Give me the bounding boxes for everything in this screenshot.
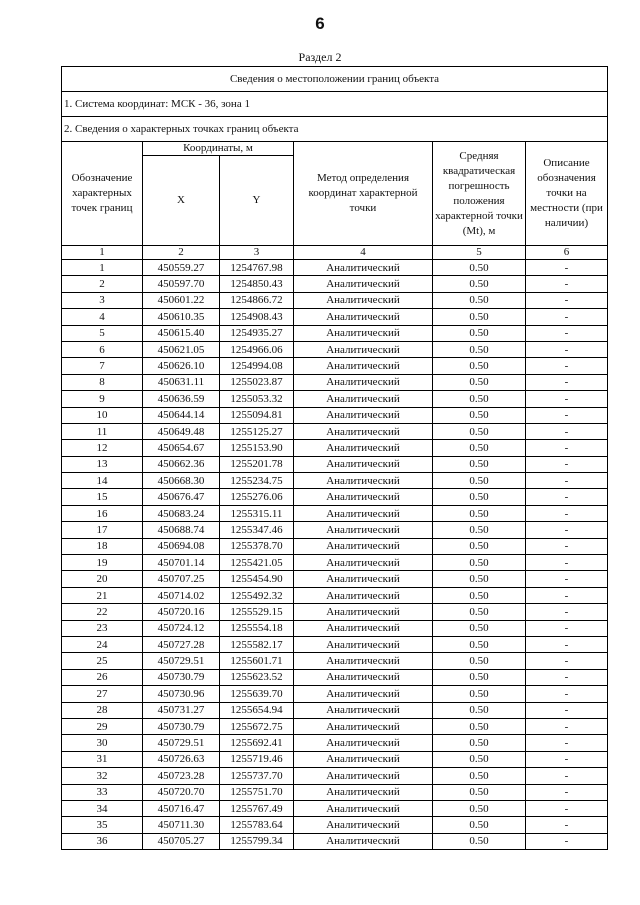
- error-cell: 0.50: [433, 456, 526, 472]
- method-cell: Аналитический: [294, 800, 433, 816]
- method-cell: Аналитический: [294, 735, 433, 751]
- point-number-cell: 24: [62, 636, 143, 652]
- x-coordinate-cell: 450729.51: [143, 735, 220, 751]
- description-cell: -: [526, 407, 608, 423]
- y-coordinate-cell: 1255623.52: [220, 669, 294, 685]
- table-row: [62, 653, 608, 669]
- method-cell: Аналитический: [294, 768, 433, 784]
- point-number-cell: 2: [62, 276, 143, 292]
- table-row: [62, 309, 608, 325]
- error-cell: 0.50: [433, 374, 526, 390]
- y-coordinate-cell: 1255783.64: [220, 817, 294, 833]
- error-cell: 0.50: [433, 784, 526, 800]
- error-cell: 0.50: [433, 800, 526, 816]
- point-number-cell: 25: [62, 653, 143, 669]
- description-cell: -: [526, 669, 608, 685]
- y-coordinate-cell: 1255378.70: [220, 538, 294, 554]
- method-cell: Аналитический: [294, 423, 433, 439]
- description-cell: -: [526, 686, 608, 702]
- point-number-cell: 13: [62, 456, 143, 472]
- x-coordinate-cell: 450707.25: [143, 571, 220, 587]
- x-coordinate-cell: 450705.27: [143, 833, 220, 849]
- x-coordinate-cell: 450683.24: [143, 505, 220, 521]
- description-cell: -: [526, 636, 608, 652]
- method-cell: Аналитический: [294, 620, 433, 636]
- y-coordinate-cell: 1255692.41: [220, 735, 294, 751]
- x-coordinate-cell: 450711.30: [143, 817, 220, 833]
- description-cell: -: [526, 718, 608, 734]
- description-cell: -: [526, 473, 608, 489]
- y-coordinate-cell: 1255053.32: [220, 391, 294, 407]
- method-cell: Аналитический: [294, 260, 433, 276]
- header-method: Метод определения координат характерной точки: [294, 142, 433, 246]
- y-coordinate-cell: 1254767.98: [220, 260, 294, 276]
- table-row: [62, 260, 608, 276]
- point-number-cell: 35: [62, 817, 143, 833]
- error-cell: 0.50: [433, 604, 526, 620]
- error-cell: 0.50: [433, 473, 526, 489]
- point-number-cell: 11: [62, 423, 143, 439]
- table-title: Сведения о местоположении границ объекта: [62, 67, 608, 92]
- table-row: [62, 423, 608, 439]
- point-number-cell: 8: [62, 374, 143, 390]
- table-row: [62, 374, 608, 390]
- x-coordinate-cell: 450649.48: [143, 423, 220, 439]
- table-row: [62, 587, 608, 603]
- error-cell: 0.50: [433, 751, 526, 767]
- table-row: [62, 522, 608, 538]
- error-cell: 0.50: [433, 538, 526, 554]
- header-description: Описание обозначения точки на местности (при наличии): [526, 142, 608, 246]
- error-cell: 0.50: [433, 620, 526, 636]
- x-coordinate-cell: 450559.27: [143, 260, 220, 276]
- table-row: [62, 505, 608, 521]
- description-cell: -: [526, 653, 608, 669]
- y-coordinate-cell: 1255767.49: [220, 800, 294, 816]
- description-cell: -: [526, 620, 608, 636]
- x-coordinate-cell: 450636.59: [143, 391, 220, 407]
- point-number-cell: 34: [62, 800, 143, 816]
- x-coordinate-cell: 450729.51: [143, 653, 220, 669]
- error-cell: 0.50: [433, 325, 526, 341]
- description-cell: -: [526, 358, 608, 374]
- point-number-cell: 27: [62, 686, 143, 702]
- point-number-cell: 12: [62, 440, 143, 456]
- method-cell: Аналитический: [294, 456, 433, 472]
- column-number: 2: [143, 246, 220, 260]
- table-body: [62, 260, 608, 850]
- header-y: Y: [220, 156, 294, 246]
- column-number: 4: [294, 246, 433, 260]
- table-row: [62, 571, 608, 587]
- x-coordinate-cell: 450720.16: [143, 604, 220, 620]
- column-number: 3: [220, 246, 294, 260]
- error-cell: 0.50: [433, 735, 526, 751]
- x-coordinate-cell: 450597.70: [143, 276, 220, 292]
- x-coordinate-cell: 450610.35: [143, 309, 220, 325]
- y-coordinate-cell: 1255582.17: [220, 636, 294, 652]
- y-coordinate-cell: 1255315.11: [220, 505, 294, 521]
- error-cell: 0.50: [433, 686, 526, 702]
- point-number-cell: 5: [62, 325, 143, 341]
- error-cell: 0.50: [433, 423, 526, 439]
- error-cell: 0.50: [433, 407, 526, 423]
- error-cell: 0.50: [433, 391, 526, 407]
- method-cell: Аналитический: [294, 407, 433, 423]
- header-coordinates: Координаты, м: [143, 142, 294, 156]
- x-coordinate-cell: 450662.36: [143, 456, 220, 472]
- description-cell: -: [526, 391, 608, 407]
- y-coordinate-cell: 1255234.75: [220, 473, 294, 489]
- description-cell: -: [526, 800, 608, 816]
- table-row: [62, 784, 608, 800]
- y-coordinate-cell: 1255654.94: [220, 702, 294, 718]
- table-row: [62, 833, 608, 849]
- method-cell: Аналитический: [294, 669, 433, 685]
- method-cell: Аналитический: [294, 358, 433, 374]
- description-cell: -: [526, 587, 608, 603]
- table-row: [62, 276, 608, 292]
- y-coordinate-cell: 1255554.18: [220, 620, 294, 636]
- point-number-cell: 10: [62, 407, 143, 423]
- method-cell: Аналитический: [294, 636, 433, 652]
- method-cell: Аналитический: [294, 538, 433, 554]
- x-coordinate-cell: 450730.96: [143, 686, 220, 702]
- error-cell: 0.50: [433, 505, 526, 521]
- y-coordinate-cell: 1255276.06: [220, 489, 294, 505]
- x-coordinate-cell: 450701.14: [143, 555, 220, 571]
- error-cell: 0.50: [433, 440, 526, 456]
- point-number-cell: 4: [62, 309, 143, 325]
- y-coordinate-cell: 1254994.08: [220, 358, 294, 374]
- description-cell: -: [526, 751, 608, 767]
- point-number-cell: 30: [62, 735, 143, 751]
- x-coordinate-cell: 450694.08: [143, 538, 220, 554]
- method-cell: Аналитический: [294, 489, 433, 505]
- table-row: [62, 555, 608, 571]
- method-cell: Аналитический: [294, 587, 433, 603]
- x-coordinate-cell: 450601.22: [143, 292, 220, 308]
- description-cell: -: [526, 309, 608, 325]
- x-coordinate-cell: 450714.02: [143, 587, 220, 603]
- table-row: [62, 620, 608, 636]
- y-coordinate-cell: 1255639.70: [220, 686, 294, 702]
- error-cell: 0.50: [433, 358, 526, 374]
- error-cell: 0.50: [433, 276, 526, 292]
- description-cell: -: [526, 292, 608, 308]
- point-number-cell: 32: [62, 768, 143, 784]
- point-number-cell: 9: [62, 391, 143, 407]
- y-coordinate-cell: 1255529.15: [220, 604, 294, 620]
- method-cell: Аналитический: [294, 604, 433, 620]
- table-row: [62, 292, 608, 308]
- method-cell: Аналитический: [294, 817, 433, 833]
- y-coordinate-cell: 1255421.05: [220, 555, 294, 571]
- point-number-cell: 23: [62, 620, 143, 636]
- column-number: 6: [526, 246, 608, 260]
- x-coordinate-cell: 450688.74: [143, 522, 220, 538]
- table-row: [62, 456, 608, 472]
- table-row: [62, 473, 608, 489]
- description-cell: -: [526, 555, 608, 571]
- error-cell: 0.50: [433, 636, 526, 652]
- point-number-cell: 28: [62, 702, 143, 718]
- section-label: Раздел 2: [298, 50, 342, 64]
- error-cell: 0.50: [433, 260, 526, 276]
- point-number-cell: 19: [62, 555, 143, 571]
- point-number-cell: 16: [62, 505, 143, 521]
- point-number-cell: 14: [62, 473, 143, 489]
- description-cell: -: [526, 260, 608, 276]
- x-coordinate-cell: 450716.47: [143, 800, 220, 816]
- description-cell: -: [526, 604, 608, 620]
- error-cell: 0.50: [433, 309, 526, 325]
- error-cell: 0.50: [433, 833, 526, 849]
- table-row: [62, 489, 608, 505]
- y-coordinate-cell: 1255737.70: [220, 768, 294, 784]
- method-cell: Аналитический: [294, 784, 433, 800]
- error-cell: 0.50: [433, 587, 526, 603]
- table-row: [62, 407, 608, 423]
- description-cell: -: [526, 456, 608, 472]
- y-coordinate-cell: 1254850.43: [220, 276, 294, 292]
- error-cell: 0.50: [433, 669, 526, 685]
- error-cell: 0.50: [433, 817, 526, 833]
- y-coordinate-cell: 1254935.27: [220, 325, 294, 341]
- error-cell: 0.50: [433, 571, 526, 587]
- point-number-cell: 18: [62, 538, 143, 554]
- y-coordinate-cell: 1255751.70: [220, 784, 294, 800]
- page-number: 6: [315, 14, 325, 33]
- method-cell: Аналитический: [294, 292, 433, 308]
- point-number-cell: 20: [62, 571, 143, 587]
- description-cell: -: [526, 276, 608, 292]
- x-coordinate-cell: 450615.40: [143, 325, 220, 341]
- description-cell: -: [526, 489, 608, 505]
- y-coordinate-cell: 1255799.34: [220, 833, 294, 849]
- description-cell: -: [526, 538, 608, 554]
- method-cell: Аналитический: [294, 276, 433, 292]
- error-cell: 0.50: [433, 292, 526, 308]
- description-cell: -: [526, 505, 608, 521]
- table-row: [62, 751, 608, 767]
- error-cell: 0.50: [433, 522, 526, 538]
- point-number-cell: 33: [62, 784, 143, 800]
- error-cell: 0.50: [433, 341, 526, 357]
- method-cell: Аналитический: [294, 653, 433, 669]
- table-row: [62, 800, 608, 816]
- error-cell: 0.50: [433, 653, 526, 669]
- error-cell: 0.50: [433, 702, 526, 718]
- x-coordinate-cell: 450631.11: [143, 374, 220, 390]
- table-row: [62, 440, 608, 456]
- method-cell: Аналитический: [294, 374, 433, 390]
- description-cell: -: [526, 735, 608, 751]
- point-number-cell: 22: [62, 604, 143, 620]
- point-number-cell: 31: [62, 751, 143, 767]
- x-coordinate-cell: 450727.28: [143, 636, 220, 652]
- point-number-cell: 17: [62, 522, 143, 538]
- method-cell: Аналитический: [294, 391, 433, 407]
- y-coordinate-cell: 1255201.78: [220, 456, 294, 472]
- method-cell: Аналитический: [294, 751, 433, 767]
- y-coordinate-cell: 1255719.46: [220, 751, 294, 767]
- table-row: [62, 718, 608, 734]
- x-coordinate-cell: 450726.63: [143, 751, 220, 767]
- table-row: [62, 817, 608, 833]
- y-coordinate-cell: 1255672.75: [220, 718, 294, 734]
- method-cell: Аналитический: [294, 718, 433, 734]
- table-row: [62, 391, 608, 407]
- y-coordinate-cell: 1255153.90: [220, 440, 294, 456]
- table-row: [62, 702, 608, 718]
- table-row: [62, 636, 608, 652]
- point-number-cell: 3: [62, 292, 143, 308]
- error-cell: 0.50: [433, 718, 526, 734]
- column-number: 5: [433, 246, 526, 260]
- x-coordinate-cell: 450724.12: [143, 620, 220, 636]
- table-row: [62, 768, 608, 784]
- description-cell: -: [526, 522, 608, 538]
- method-cell: Аналитический: [294, 309, 433, 325]
- table-row: [62, 735, 608, 751]
- x-coordinate-cell: 450644.14: [143, 407, 220, 423]
- header-error: Средняя квадратическая погрешность положения характерной точки (Mt), м: [433, 142, 526, 246]
- point-number-cell: 21: [62, 587, 143, 603]
- x-coordinate-cell: 450654.67: [143, 440, 220, 456]
- error-cell: 0.50: [433, 489, 526, 505]
- description-cell: -: [526, 571, 608, 587]
- method-cell: Аналитический: [294, 505, 433, 521]
- table-row: [62, 686, 608, 702]
- method-cell: Аналитический: [294, 833, 433, 849]
- table-row: [62, 358, 608, 374]
- header-designation: Обозначение характерных точек границ: [62, 142, 143, 246]
- table-row: [62, 341, 608, 357]
- method-cell: Аналитический: [294, 686, 433, 702]
- error-cell: 0.50: [433, 555, 526, 571]
- description-cell: -: [526, 341, 608, 357]
- point-number-cell: 26: [62, 669, 143, 685]
- x-coordinate-cell: 450730.79: [143, 718, 220, 734]
- y-coordinate-cell: 1254966.06: [220, 341, 294, 357]
- point-number-cell: 1: [62, 260, 143, 276]
- x-coordinate-cell: 450720.70: [143, 784, 220, 800]
- x-coordinate-cell: 450723.28: [143, 768, 220, 784]
- column-number-row: [62, 246, 608, 260]
- description-cell: -: [526, 423, 608, 439]
- y-coordinate-cell: 1254908.43: [220, 309, 294, 325]
- method-cell: Аналитический: [294, 555, 433, 571]
- method-cell: Аналитический: [294, 325, 433, 341]
- description-cell: -: [526, 817, 608, 833]
- description-cell: -: [526, 440, 608, 456]
- method-cell: Аналитический: [294, 522, 433, 538]
- description-cell: -: [526, 325, 608, 341]
- description-cell: -: [526, 833, 608, 849]
- x-coordinate-cell: 450731.27: [143, 702, 220, 718]
- coordinate-system: 1. Система координат: МСК - 36, зона 1: [62, 92, 608, 117]
- table-row: [62, 538, 608, 554]
- description-cell: -: [526, 374, 608, 390]
- y-coordinate-cell: 1255454.90: [220, 571, 294, 587]
- column-number: 1: [62, 246, 143, 260]
- header-x: X: [143, 156, 220, 246]
- x-coordinate-cell: 450668.30: [143, 473, 220, 489]
- x-coordinate-cell: 450626.10: [143, 358, 220, 374]
- y-coordinate-cell: 1255601.71: [220, 653, 294, 669]
- point-number-cell: 36: [62, 833, 143, 849]
- table-row: [62, 604, 608, 620]
- error-cell: 0.50: [433, 768, 526, 784]
- y-coordinate-cell: 1255094.81: [220, 407, 294, 423]
- method-cell: Аналитический: [294, 440, 433, 456]
- table-row: [62, 325, 608, 341]
- description-cell: -: [526, 784, 608, 800]
- point-number-cell: 6: [62, 341, 143, 357]
- table-row: [62, 669, 608, 685]
- method-cell: Аналитический: [294, 473, 433, 489]
- description-cell: -: [526, 702, 608, 718]
- y-coordinate-cell: 1255125.27: [220, 423, 294, 439]
- point-number-cell: 29: [62, 718, 143, 734]
- boundary-points-table: [61, 66, 608, 850]
- method-cell: Аналитический: [294, 571, 433, 587]
- x-coordinate-cell: 450730.79: [143, 669, 220, 685]
- point-number-cell: 7: [62, 358, 143, 374]
- x-coordinate-cell: 450676.47: [143, 489, 220, 505]
- y-coordinate-cell: 1255492.32: [220, 587, 294, 603]
- method-cell: Аналитический: [294, 702, 433, 718]
- y-coordinate-cell: 1255023.87: [220, 374, 294, 390]
- point-number-cell: 15: [62, 489, 143, 505]
- y-coordinate-cell: 1254866.72: [220, 292, 294, 308]
- method-cell: Аналитический: [294, 341, 433, 357]
- points-heading: 2. Сведения о характерных точках границ объекта: [62, 117, 608, 142]
- x-coordinate-cell: 450621.05: [143, 341, 220, 357]
- y-coordinate-cell: 1255347.46: [220, 522, 294, 538]
- description-cell: -: [526, 768, 608, 784]
